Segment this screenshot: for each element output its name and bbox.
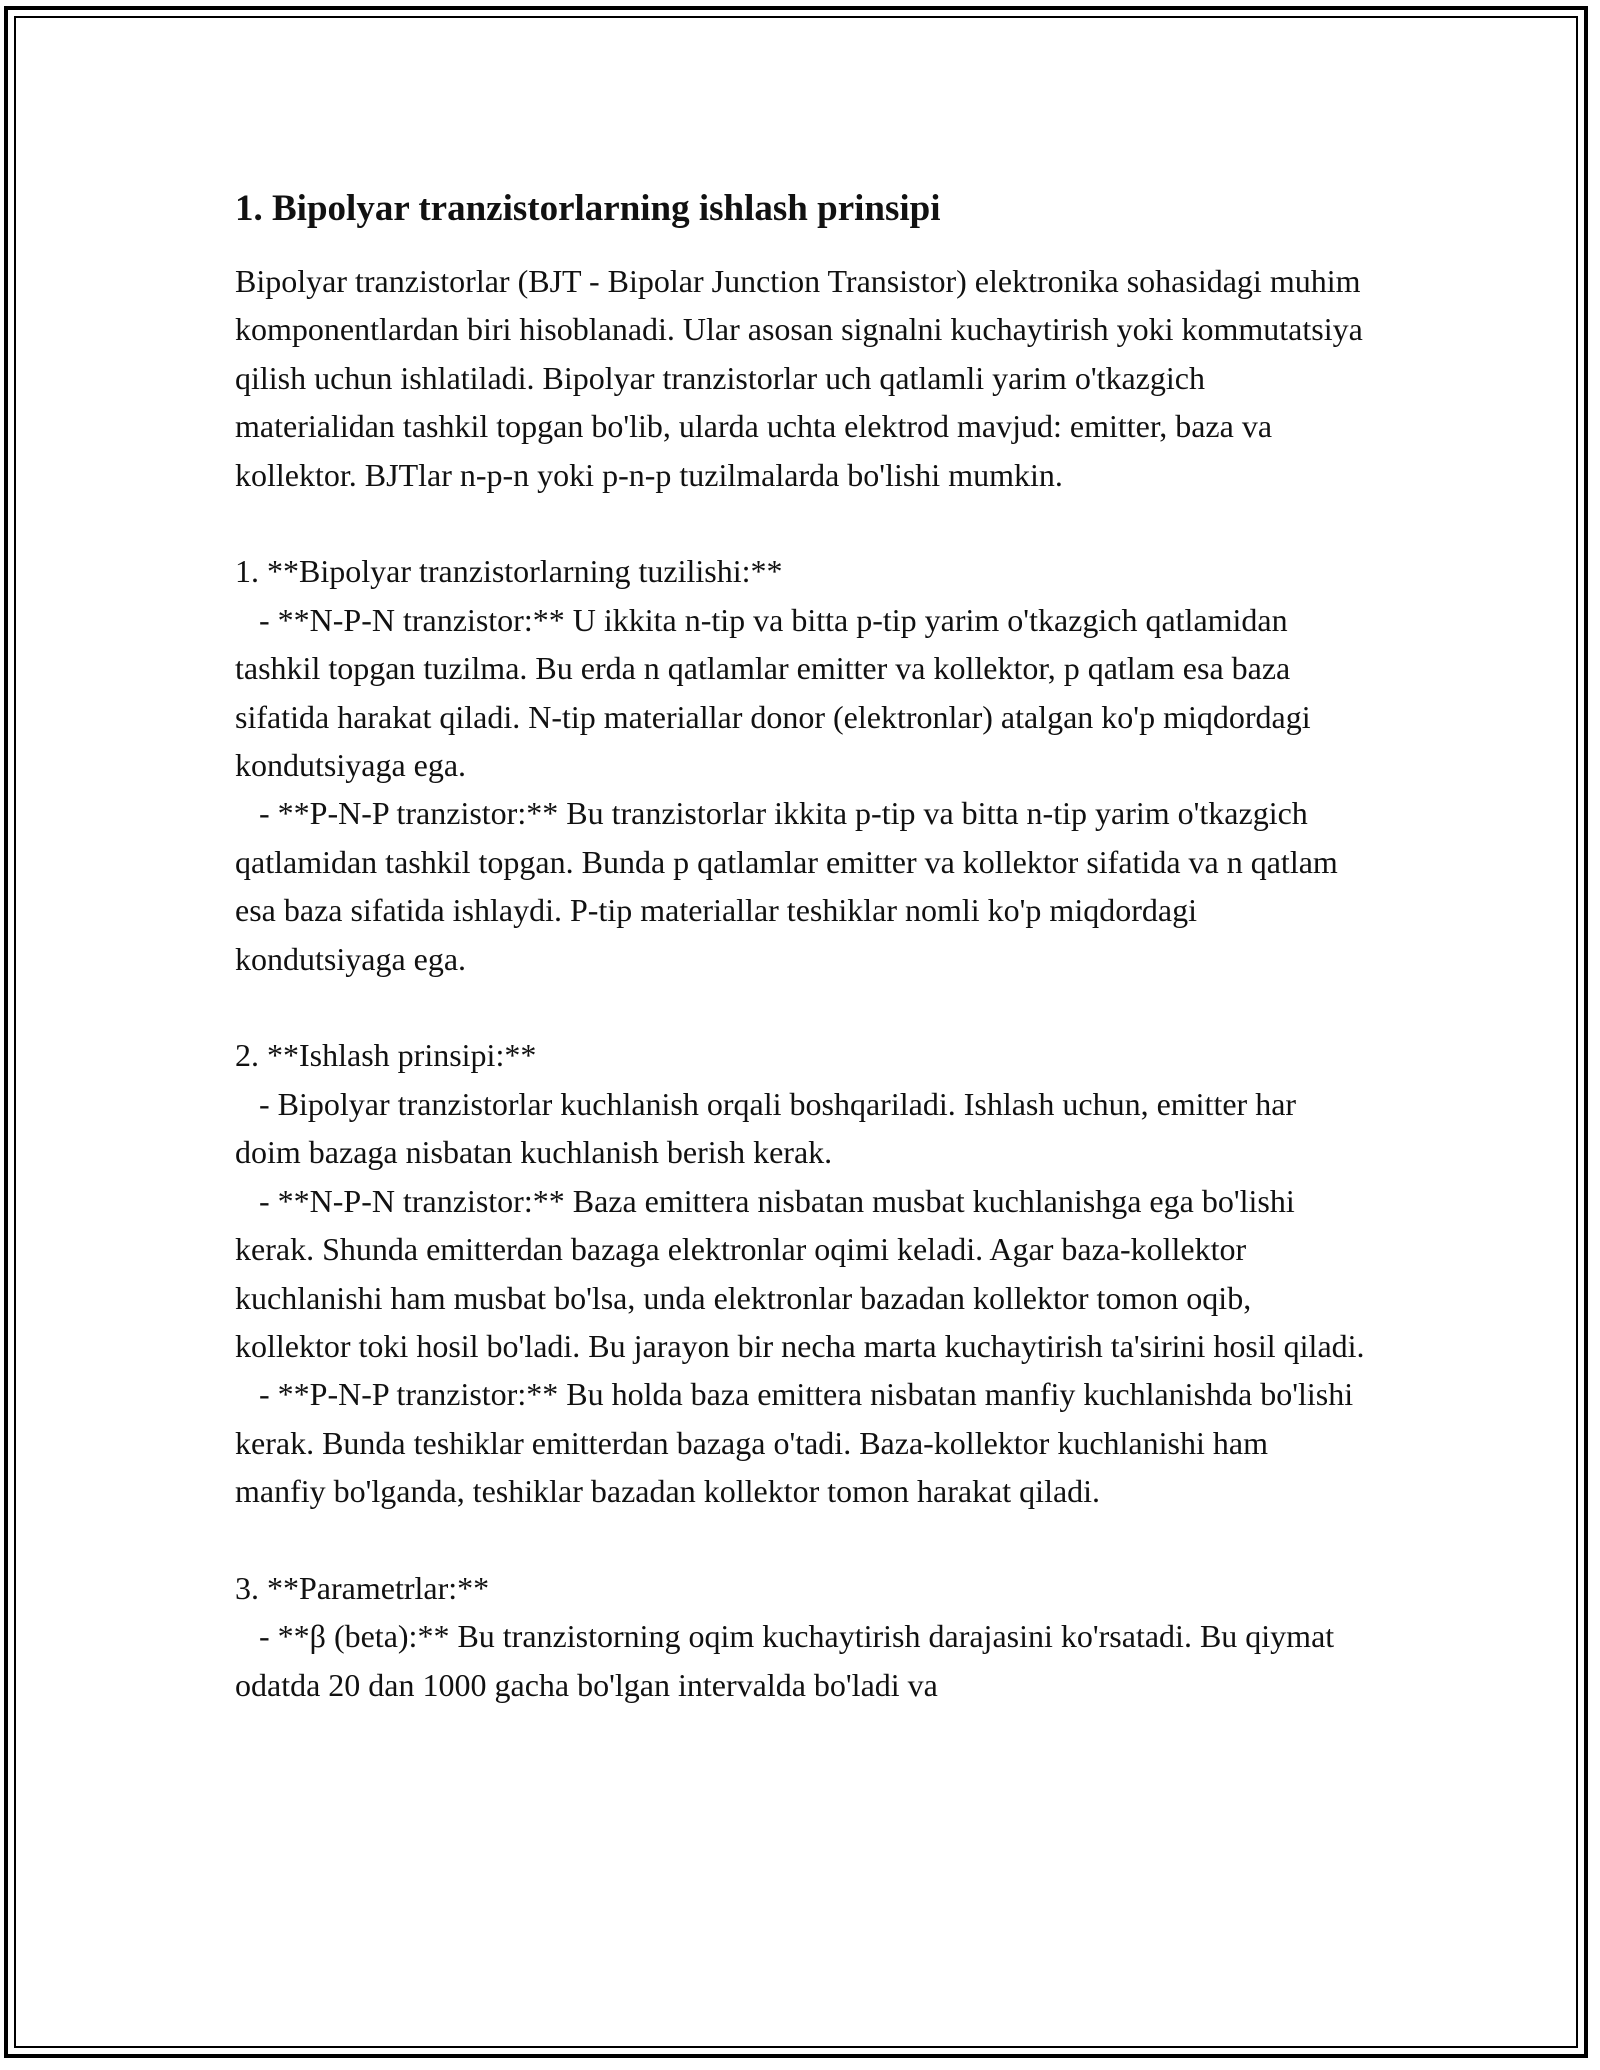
section-2-item-pnp: - **P-N-P tranzistor:** Bu holda baza emittera nisbatan manfiy kuchlanishda bo'lishi kerak. Bunda teshiklar emitterdan bazaga o'tadi. Baza-kollektor kuchlanishi ham manfiy bo'lganda, teshiklar bazadan kollektor tomon harakat qiladi.	[235, 1376, 1362, 1510]
section-2-item-npn: - **N-P-N tranzistor:** Baza emittera nisbatan musbat kuchlanishga ega bo'lishi kerak. Shunda emitterdan bazaga elektronlar oqimi keladi. Agar baza-kollektor kuchlanishi ham musbat bo'lsa, unda elektronlar bazadan kollektor tomon oqib, kollektor toki hosil bo'ladi. Bu jarayon bir necha marta kuchaytirish ta'sirini hosil qiladi.	[235, 1182, 1365, 1364]
section-1-item-pnp: - **P-N-P tranzistor:** Bu tranzistorlar ikkita p-tip va bitta n-tip yarim o'tkazgich qatlamidan tashkil topgan. Bunda p qatlamlar emitter va kollektor sifatida va n qatlam esa baza sifatida ishlaydi. P-tip materiallar teshiklar nomli ko'p miqdordagi kondutsiyaga ega.	[235, 795, 1346, 977]
paragraph-spacer	[235, 1516, 1365, 1564]
section-1-item-npn: - **N-P-N tranzistor:** U ikkita n-tip va bitta p-tip yarim o'tkazgich qatlamidan tashkil topgan tuzilma. Bu erda n qatlamlar emitter va kollektor, p qatlam esa baza sifatida harakat qiladi. N-tip materiallar donor (elektronlar) atalgan ko'p miqdordagi kondutsiyaga ega.	[235, 601, 1319, 784]
document-body	[235, 185, 1371, 1709]
section-2-heading: 2. **Ishlash prinsipi:**	[235, 1037, 537, 1074]
section-2-item-general: - Bipolyar tranzistorlar kuchlanish orqali boshqariladi. Ishlash uchun, emitter har doim bazaga nisbatan kuchlanish berish kerak.	[235, 1085, 1305, 1171]
section-1-heading: 1. **Bipolyar tranzistorlarning tuzilishi:**	[235, 553, 783, 590]
section-3-item-beta: - **β (beta):** Bu tranzistorning oqim kuchaytirish darajasini ko'rsatadi. Bu qiymat odatda 20 dan 1000 gacha bo'lgan intervalda bo'ladi va	[235, 1618, 1343, 1703]
intro-paragraph: Bipolyar tranzistorlar (BJT - Bipolar Junction Transistor) elektronika sohasidagi muhim komponentlardan biri hisoblanadi. Ular asosan signalni kuchaytirish yoki kommutatsiya qilish uchun ishlatiladi. Bipolyar tranzistorlar uch qatlamli yarim o'tkazgich materialidan tashkil topgan bo'lib, ularda uchta elektrod mavjud: emitter, baza va kollektor. BJTlar n-p-n yoki p-n-p tuzilmalarda bo'lishi mumkin.	[235, 263, 1371, 493]
paragraph-spacer	[235, 499, 1365, 547]
section-3-heading: 3. **Parametrlar:**	[235, 1569, 490, 1606]
document-title: 1. Bipolyar tranzistorlarning ishlash prinsipi	[235, 188, 941, 229]
paragraph-spacer	[235, 983, 1365, 1031]
